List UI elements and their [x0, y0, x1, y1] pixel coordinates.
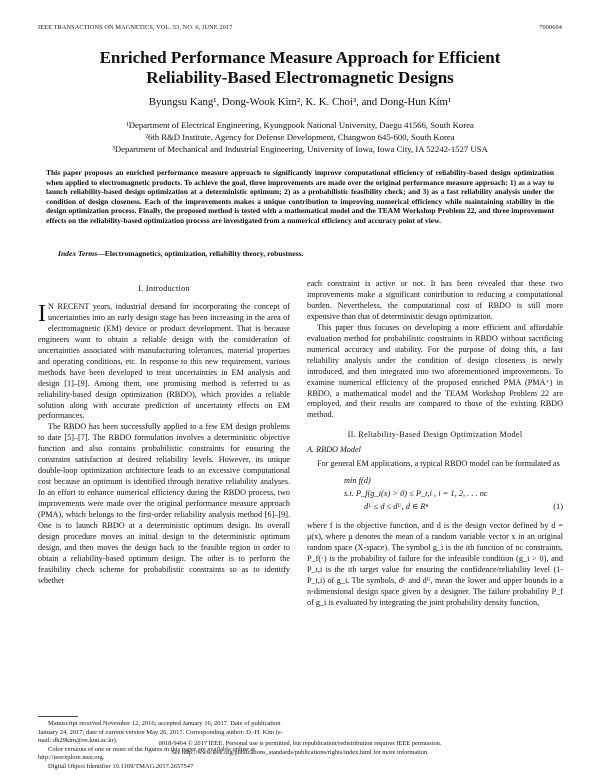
intro-paragraph-1-text: N RECENT years, industrial demand for incorporating the concept of uncertainties into an early design stage has been increasing in the area of electromagnetic (EM) device or product development. That is because engineers want to obtain a reliable design with the consideration of uncertainties associated with manufacturing tolerances, material properties and operating conditions, etc. In response to this new requirement, various methods have been developed to treat uncertainties in EM analysis and design [1]–[9]. Among them, one promising method is referred to as reliability-based design optimization (RBDO), which provides a reliable solution along with accurate prediction of uncertainty effects on EM performances.	[38, 301, 290, 421]
subsection-heading-rbdo-model: A. RBDO Model	[307, 445, 361, 455]
footnote-rule	[38, 716, 78, 717]
permissions-line: See http://www.ieee.org/publications_standards/publications/rights/index.html for more information.	[171, 748, 429, 756]
copyright-line: 0018-9464 © 2017 IEEE. Personal use is permitted, but republication/redistribution requires IEEE permission.	[158, 740, 442, 747]
index-terms-text: —Electromagnetics, optimization, reliability theory, robustness.	[97, 249, 304, 258]
right-paragraph-1: each constraint is active or not. It has been revealed that these two improvements make a significant contribution to reducing a computational burden. Nevertheless, the computational cost of RBDO is still more expensive than that of deterministic design optimization.	[307, 279, 563, 321]
footnote-color: Color versions of one or more of the figures in this paper are available online at http://ieeexplore.ieee.org.	[38, 745, 256, 762]
intro-paragraph-1	[38, 302, 290, 422]
affiliation-3: ³Department of Mechanical and Industrial Engineering, University of Iowa, Iowa City, IA 52242-1527 USA	[112, 144, 488, 154]
abstract: This paper proposes an enriched performance measure approach to significantly improve computational efficiency of reliability-based design optimization when applied to electromagnetic products. To achieve the goal, three improvements are made over the original performance measure approach: 1) as a way to launch reliability-based design optimization at a deterministic optimum; 2) as a probabilistic feasibility check; and 3) as a fast reliability analysis under the condition of design closeness. Each of the improvements makes a unique contribution to improving numerical efficiency while maintaining stability in the design optimization process. Finally, the proposed method is tested with a mathematical model and the TEAM Workshop Problem 22, and three improvement effects on the reliability-based optimization process are investigated from a numerical efficiency and accuracy point of view.	[46, 168, 554, 225]
paper-title	[40, 48, 560, 88]
right-paragraph-2: This paper thus focuses on developing a more efficient and affordable evaluation method for probabilistic constraints in RBDO without sacrificing numerical accuracy and stability. For the purpose of doing this, a fast reliability analysis under the condition of design closeness is newly introduced, and then integrated into two aforementioned improvements. To examine numerical efficiency of the proposed enriched PMA (PMA⁺) in RBDO, a mathematical model and the TEAM Workshop Problem 22 are employed, and their results are compared to those of the existing RBDO method.	[307, 322, 563, 420]
drop-cap: I	[38, 300, 46, 327]
footnote-manuscript: Manuscript received November 12, 2016; accepted January 16, 2017. Date of publication January 24, 2017; date of current version May 26, 2017. Corresponding author: D.-H. Kim (e-mail: dh29kim@ee.knu.ac.kr).	[38, 720, 283, 745]
page-footer	[38, 740, 562, 757]
equation-line-2: s.t. P_f(g_i(x) > 0) ≤ P_t,i , i = 1, 2, . . . nc	[344, 489, 488, 499]
journal-info: IEEE TRANSACTIONS ON MAGNETICS, VOL. 53, NO. 6, JUNE 2017	[38, 24, 233, 31]
title-line-1: Enriched Performance Measure Approach for Efficient	[99, 48, 501, 67]
section-heading-rbdo: II. Reliability-Based Design Optimization Model	[347, 430, 523, 440]
equation-line-1: min f(d)	[344, 476, 371, 486]
author-list: Byungsu Kang¹, Dong-Wook Kim², K. K. Choi³, and Dong-Hun Kim¹	[148, 96, 452, 108]
footnote-doi: Digital Object Identifier 10.1109/TMAG.2017.2657547	[48, 762, 194, 770]
equation-number: (1)	[553, 502, 563, 512]
rbdo-paragraph-1: For general EM applications, a typical RBDO model can be formulated as	[317, 459, 560, 469]
article-number: 7000604	[539, 24, 562, 31]
right-column	[307, 279, 563, 609]
index-terms-label: Index Terms	[58, 249, 98, 258]
affiliation-2: ²6th R&D Institute, Agency for Defense Development, Changwon 645-600, South Korea	[145, 132, 455, 142]
affiliation-1: ¹Department of Electrical Engineering, Kyungpook National University, Daegu 41566, South Korea	[126, 120, 474, 130]
index-terms	[58, 249, 554, 258]
title-line-2: Reliability-Based Electromagnetic Designs	[146, 68, 454, 87]
section-heading-intro: I. Introduction	[138, 284, 190, 293]
rbdo-paragraph-2: where f is the objective function, and d is the design vector defined by d = μ(x), where μ denotes the mean of a random variable vector x in an original random space (X-space). The symbol g_i is the ith function of nc constraints, P_f(·) is the probability of failure for the infeasible condition (g_i > 0), and P_t,i is the ith target value for ensuring the confidence/reliability level (1-P_t,i) of g_i. The symbols, dᴸ and dᵁ, mean the lower and upper bounds in a n-dimensional design space given by a designer. The failure probability P_f of g_i is evaluated by integrating the joint probability density function,	[307, 521, 563, 607]
intro-paragraph-2: The RBDO has been successfully applied to a few EM design problems to date [5]–[7]. The RBDO formulation involves a deterministic objective function and also contains probabilistic constraints for ensuring the constraint satisfaction at desired reliability levels. However, its unique double-loop optimization architecture leads to an excessive computational cost because an optimum is identified through iterative reliability analyses. In an effort to enhance numerical efficiency during the RBDO process, two improvements were made over the original performance measure approach (PMA), which belongs to the first-order reliability analysis method [6]–[9]. One is to launch RBDO at a deterministic optimum design. Its overall design procedure moves an initial design to the deterministic optimum design, and then moves the design back to the feasible region in order to obtain a reliability-based optimum design. The other is to perform the feasibility check scheme for probabilistic constraints so as to identify whether	[38, 422, 290, 585]
left-column	[38, 284, 290, 587]
equation-line-3: dᴸ ≤ d ≤ dᵁ, d ∈ Rⁿ (1)	[364, 502, 563, 512]
